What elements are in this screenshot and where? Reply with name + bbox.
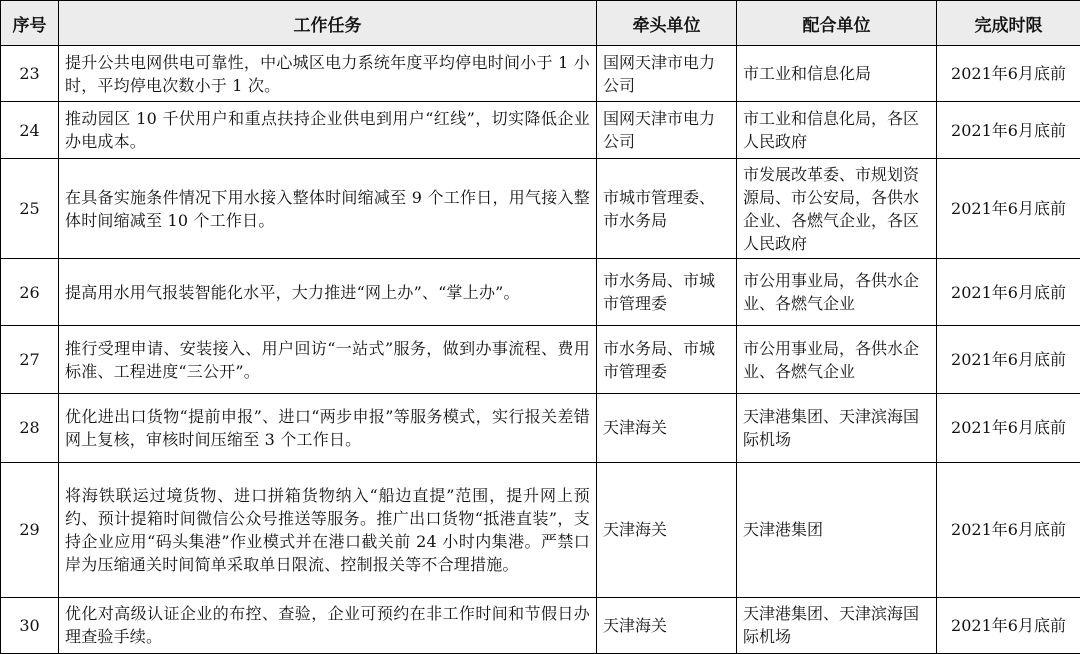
coop-unit: 天津港集团、天津滨海国际机场 (737, 597, 937, 653)
coop-unit: 天津港集团、天津滨海国际机场 (737, 394, 937, 462)
table-row (1, 394, 1080, 462)
deadline: 2021年6月底前 (937, 259, 1080, 325)
coop-unit: 市工业和信息化局，各区人民政府 (737, 102, 937, 158)
coop-unit: 市公用事业局，各供水企业、各燃气企业 (737, 325, 937, 393)
task-text: 优化进出口货物“提前申报”、进口“两步申报”等服务模式，实行报关差错网上复核，审核时间压缩至 3 个工作日。 (59, 394, 597, 462)
task-text: 提高用水用气报装智能化水平，大力推进“网上办”、“掌上办”。 (59, 259, 597, 325)
header-lead: 牵头单位 (597, 1, 737, 46)
lead-unit: 国网天津市电力公司 (597, 102, 737, 158)
row-number: 23 (1, 46, 59, 102)
header-coop: 配合单位 (737, 1, 937, 46)
lead-unit: 天津海关 (597, 462, 737, 597)
lead-unit: 天津海关 (597, 394, 737, 462)
coop-unit: 市工业和信息化局 (737, 46, 937, 102)
table-row (1, 259, 1080, 325)
header-deadline: 完成时限 (937, 1, 1080, 46)
lead-unit: 市水务局、市城市管理委 (597, 325, 737, 393)
deadline: 2021年6月底前 (937, 394, 1080, 462)
coop-unit: 市发展改革委、市规划资源局、市公安局，各供水企业、各燃气企业，各区人民政府 (737, 158, 937, 259)
header-row (1, 1, 1080, 46)
deadline: 2021年6月底前 (937, 597, 1080, 653)
table-row (1, 102, 1080, 158)
deadline: 2021年6月底前 (937, 462, 1080, 597)
lead-unit: 天津海关 (597, 597, 737, 653)
coop-unit: 市公用事业局，各供水企业、各燃气企业 (737, 259, 937, 325)
row-number: 29 (1, 462, 59, 597)
row-number: 26 (1, 259, 59, 325)
task-text: 推动园区 10 千伏用户和重点扶持企业供电到用户“红线”，切实降低企业办电成本。 (59, 102, 597, 158)
lead-unit: 市城市管理委、市水务局 (597, 158, 737, 259)
lead-unit: 市水务局、市城市管理委 (597, 259, 737, 325)
row-number: 24 (1, 102, 59, 158)
coop-unit: 天津港集团 (737, 462, 937, 597)
table-row (1, 158, 1080, 259)
lead-unit: 国网天津市电力公司 (597, 46, 737, 102)
row-number: 28 (1, 394, 59, 462)
table-row (1, 462, 1080, 597)
deadline: 2021年6月底前 (937, 46, 1080, 102)
task-text: 提升公共电网供电可靠性，中心城区电力系统年度平均停电时间小于 1 小时，平均停电次数小于 1 次。 (59, 46, 597, 102)
deadline: 2021年6月底前 (937, 158, 1080, 259)
deadline: 2021年6月底前 (937, 102, 1080, 158)
table-row (1, 46, 1080, 102)
row-number: 25 (1, 158, 59, 259)
task-text: 优化对高级认证企业的布控、查验，企业可预约在非工作时间和节假日办理查验手续。 (59, 597, 597, 653)
header-task: 工作任务 (59, 1, 597, 46)
table-row (1, 597, 1080, 653)
table-row (1, 325, 1080, 393)
deadline: 2021年6月底前 (937, 325, 1080, 393)
task-text: 推行受理申请、安装接入、用户回访“一站式”服务，做到办事流程、费用标准、工程进度“三公开”。 (59, 325, 597, 393)
header-no: 序号 (1, 1, 59, 46)
task-text: 在具备实施条件情况下用水接入整体时间缩减至 9 个工作日，用气接入整体时间缩减至 10 个工作日。 (59, 158, 597, 259)
task-text: 将海铁联运过境货物、进口拼箱货物纳入“船边直提”范围，提升网上预约、预计提箱时间微信公众号推送等服务。推广出口货物“抵港直装”，支持企业应用“码头集港”作业模式并在港口截关前 24 小时内集港。严禁口岸为压缩通关时间简单采取单日限流、控制报关等不合理措施。 (59, 462, 597, 597)
row-number: 30 (1, 597, 59, 653)
row-number: 27 (1, 325, 59, 393)
